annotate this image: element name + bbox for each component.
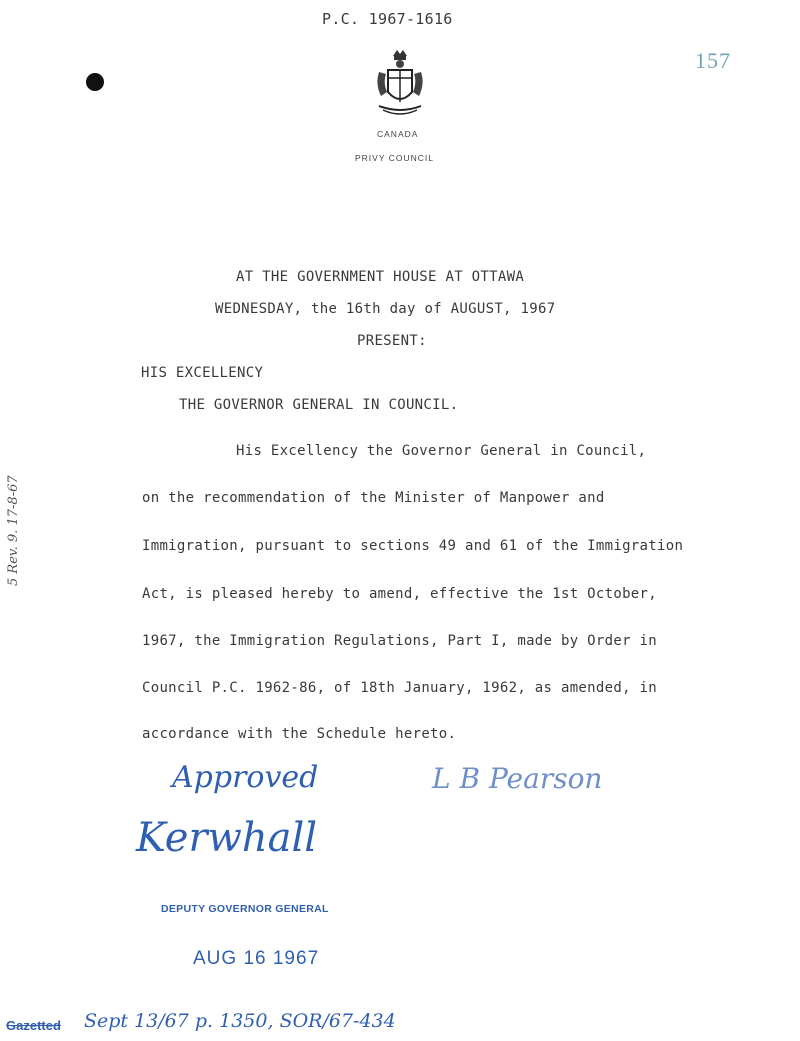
his-excellency: HIS EXCELLENCY [141, 365, 264, 381]
gazetted-stamp: Gazetted [6, 1018, 61, 1033]
date-stamp: AUG 16 1967 [193, 948, 320, 969]
gazetted-note: Sept 13/67 p. 1350, SOR/67-434 [84, 1010, 396, 1032]
pearson-signature: L B Pearson [432, 762, 603, 795]
body-line: Council P.C. 1962-86, of 18th January, 1962, as amended, in [142, 680, 657, 696]
body-line: accordance with the Schedule hereto. [142, 726, 457, 742]
preamble-location: AT THE GOVERNMENT HOUSE AT OTTAWA [236, 269, 525, 285]
body-line: Act, is pleased hereby to amend, effective the 1st October, [142, 586, 657, 602]
body-line: Immigration, pursuant to sections 49 and 61 of the Immigration [142, 538, 684, 554]
privy-council-label: PRIVY COUNCIL [355, 153, 434, 163]
preamble-date: WEDNESDAY, the 16th day of AUGUST, 1967 [215, 301, 556, 317]
coat-of-arms-icon [373, 48, 427, 118]
punch-hole [86, 73, 104, 91]
body-line: His Excellency the Governor General in Council, [236, 443, 647, 459]
body-line: on the recommendation of the Minister of Manpower and [142, 490, 605, 506]
deputy-governor-label: DEPUTY GOVERNOR GENERAL [161, 903, 329, 915]
preamble-present: PRESENT: [357, 333, 427, 349]
country-label: CANADA [377, 129, 419, 139]
page-number-stamp: 157 [695, 48, 731, 73]
approved-signature: Approved [172, 760, 319, 795]
governor-in-council: THE GOVERNOR GENERAL IN COUNCIL. [179, 397, 459, 413]
body-line: 1967, the Immigration Regulations, Part I, made by Order in [142, 633, 657, 649]
margin-note: 5 Rev. 9. 17-8-67 [6, 475, 21, 586]
governor-signature: Kerwhall [136, 815, 318, 861]
order-number: P.C. 1967-1616 [322, 10, 453, 28]
